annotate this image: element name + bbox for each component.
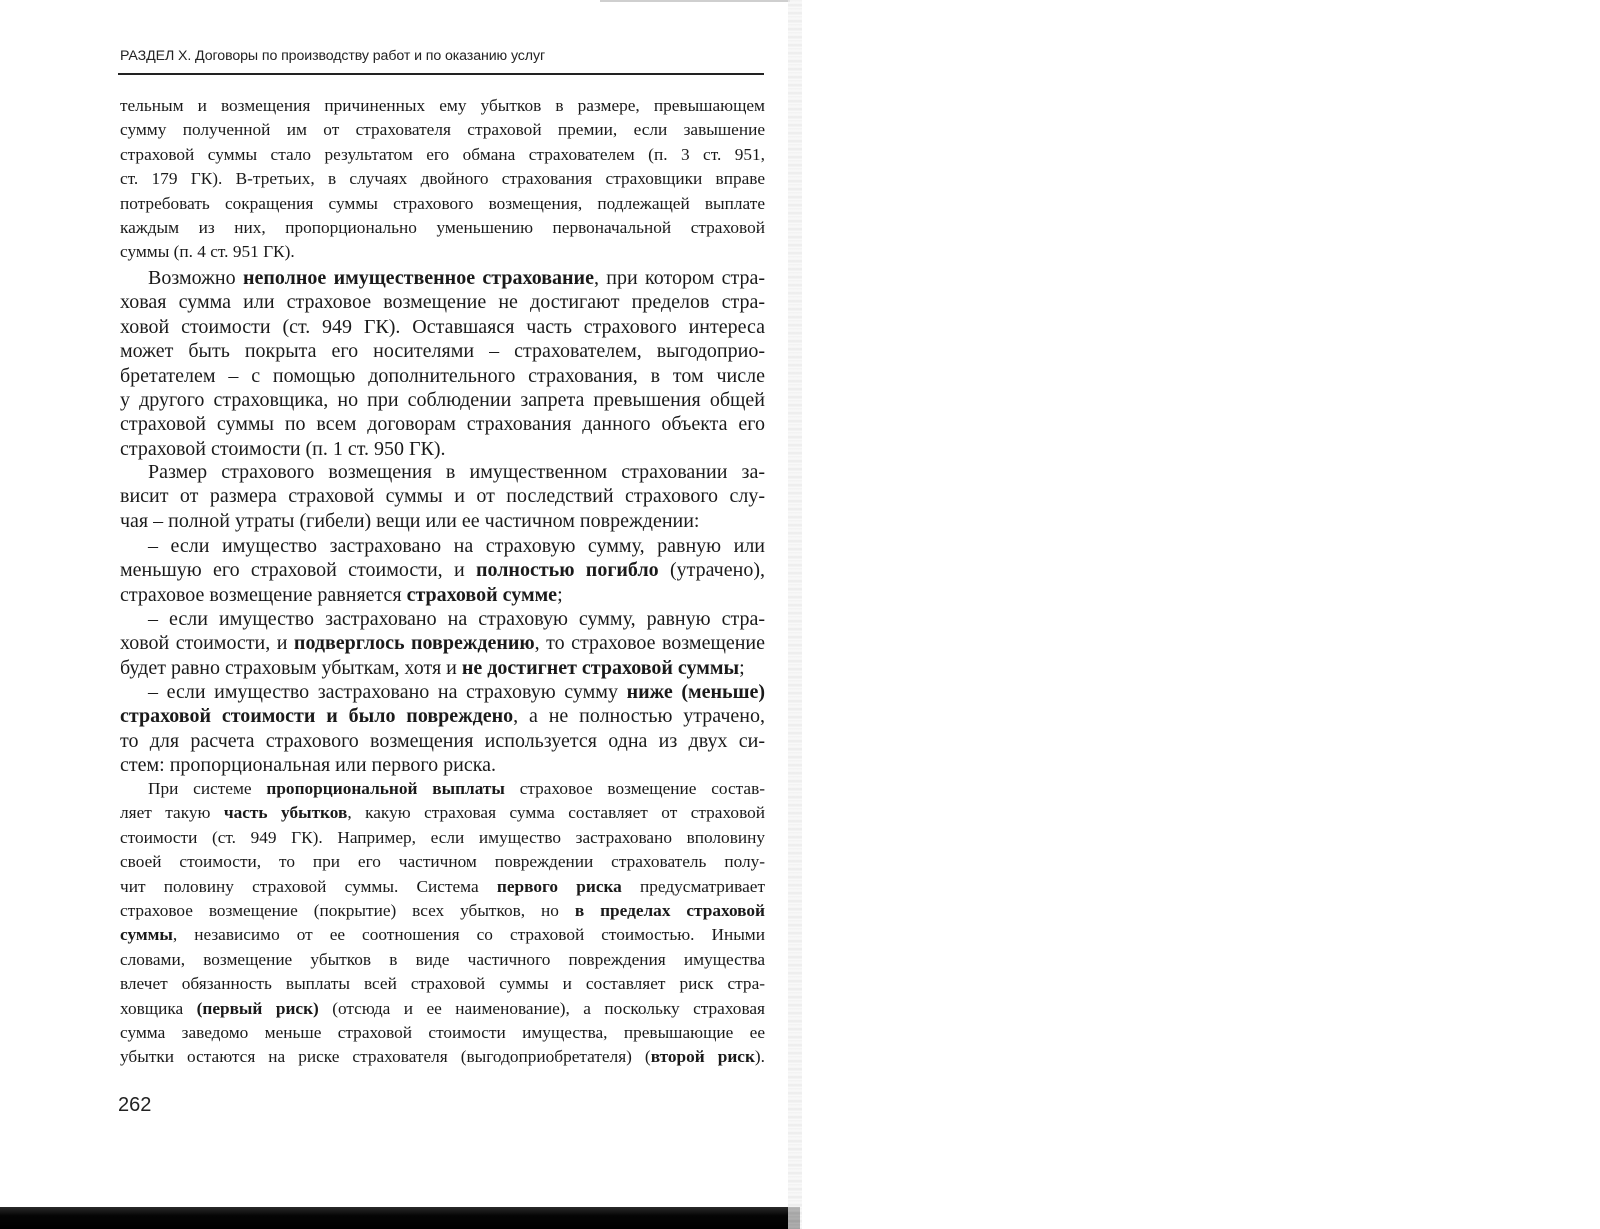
book-gutter [788, 0, 802, 1229]
text-line: страховое возмещение равняется страховой сумме; [120, 583, 563, 606]
text-line: бретателем – с помощью дополнительного страхования, в том числе [120, 364, 765, 387]
text-line: висит от размера страховой суммы и от последствий страхового слу- [120, 485, 765, 508]
paragraph-5 [120, 607, 765, 680]
text-line: ховщика (первый риск) (отсюда и ее наименование), а поскольку страховая [120, 998, 765, 1018]
text-line: чит половину страховой суммы. Система первого риска предусматривает [120, 876, 765, 896]
bold-term: подверглось повреждению [293, 632, 535, 655]
running-head: РАЗДЕЛ X. Договоры по производству работ и по оказанию услуг [120, 48, 546, 64]
bold-term: в пределах страховой [574, 901, 765, 921]
text-line: страховой суммы стало результатом его обмана страхователем (п. 3 ст. 951, [120, 144, 765, 164]
text-line: влечет обязанность выплаты всей страховой суммы и составляет риск стра- [120, 974, 765, 994]
text-line: тельным и возмещения причиненных ему убытков в размере, превышающем [120, 96, 765, 115]
text-line: – если имущество застраховано на страховую сумму ниже (меньше) [148, 681, 765, 703]
text-line: меньшую его страховой стоимости, и полностью погибло (утрачено), [120, 559, 765, 582]
text-line: словами, возмещение убытков в виде частичного повреждения имущества [120, 949, 765, 969]
bold-term: ниже (меньше) [626, 681, 765, 703]
text-line: При системе пропорциональной выплаты страховое возмещение состав- [148, 779, 765, 798]
text-line: – если имущество застраховано на страховую сумму, равную или [148, 535, 765, 557]
page-number: 262 [118, 1094, 152, 1116]
text-line: стем: пропорциональная или первого риска. [120, 754, 497, 777]
text-line: страховое возмещение (покрытие) всех убытков, но в пределах страховой [120, 901, 765, 921]
bold-term: второй риск [650, 1047, 755, 1067]
scan-shadow-band [0, 1207, 800, 1229]
text-line: сумма заведомо меньше страховой стоимости имущества, превышающие ее [120, 1023, 765, 1043]
text-line: то для расчета страхового возмещения используется одна из двух си- [120, 729, 765, 752]
text-line: – если имущество застраховано на страховую сумму, равную стра- [148, 608, 765, 630]
text-line: ховая сумма или страховое возмещение не достигают пределов стра- [120, 291, 765, 314]
bold-term: суммы [120, 925, 173, 945]
bold-term: первого риска [496, 876, 622, 896]
text-line: может быть покрыта его носителями – страхователем, выгодоприо- [120, 340, 765, 363]
bold-term: полностью погибло [475, 559, 659, 582]
paragraph-1 [120, 94, 765, 265]
paragraph-7 [120, 777, 765, 1070]
bold-term: не достигнет страховой суммы [461, 656, 740, 679]
text-line: ховой стоимости (ст. 949 ГК). Оставшаяся часть страхового интереса [120, 315, 765, 338]
text-line: страховой стоимости (п. 1 ст. 950 ГК). [120, 437, 446, 460]
bold-term: страховой стоимости и было повреждено [120, 705, 514, 728]
bold-term: неполное имущественное страхование [242, 267, 594, 289]
text-line: ховой стоимости, и подверглось повреждению, то страховое возмещение [120, 632, 766, 655]
bold-term: (первый риск) [196, 998, 319, 1018]
paragraph-6 [120, 680, 765, 778]
bold-term: часть убытков [223, 803, 348, 823]
text-line: стоимости (ст. 949 ГК). Например, если имущество застраховано вполовину [120, 827, 765, 847]
text-line: будет равно страховым убыткам, хотя и не достигнет страховой суммы; [120, 656, 745, 679]
text-line: суммы, независимо от ее соотношения со страховой стоимостью. Иными [120, 925, 765, 945]
bold-term: страховой сумме [406, 583, 558, 606]
bold-term: пропорциональной выплаты [266, 779, 505, 798]
text-line: убытки остаются на риске страхователя (выгодоприобретателя) (второй риск). [120, 1047, 765, 1067]
paragraph-4 [120, 534, 765, 607]
text-line: потребовать сокращения суммы страхового возмещения, подлежащей выплате [120, 193, 765, 213]
text-line: Возможно неполное имущественное страхование, при котором стра- [148, 267, 765, 289]
text-line: сумму полученной им от страхователя страховой премии, если завышение [120, 120, 765, 140]
text-line: страховой суммы по всем договорам страхования данного объекта его [120, 413, 765, 436]
text-line: ляет такую часть убытков, какую страховая сумма составляет от страховой [120, 803, 766, 823]
paragraph-3 [120, 460, 765, 533]
text-line: у другого страховщика, но при соблюдении запрета превышения общей [120, 389, 765, 412]
text-line: страховой стоимости и было повреждено, а не полностью утрачено, [120, 705, 765, 728]
text-line: своей стоимости, то при его частичном повреждении страхователь полу- [120, 852, 765, 872]
text-line: суммы (п. 4 ст. 951 ГК). [120, 242, 295, 262]
paragraph-2 [120, 266, 765, 461]
text-line: ст. 179 ГК). В-третьих, в случаях двойного страхования страховщики вправе [120, 169, 765, 189]
text-line: каждым из них, пропорционально уменьшению первоначальной страховой [120, 218, 765, 238]
text-line: чая – полной утраты (гибели) вещи или ее частичном повреждении: [120, 509, 700, 532]
text-line: Размер страхового возмещения в имущественном страховании за- [148, 461, 765, 483]
scan-edge-line [600, 0, 790, 2]
header-rule [118, 73, 764, 75]
